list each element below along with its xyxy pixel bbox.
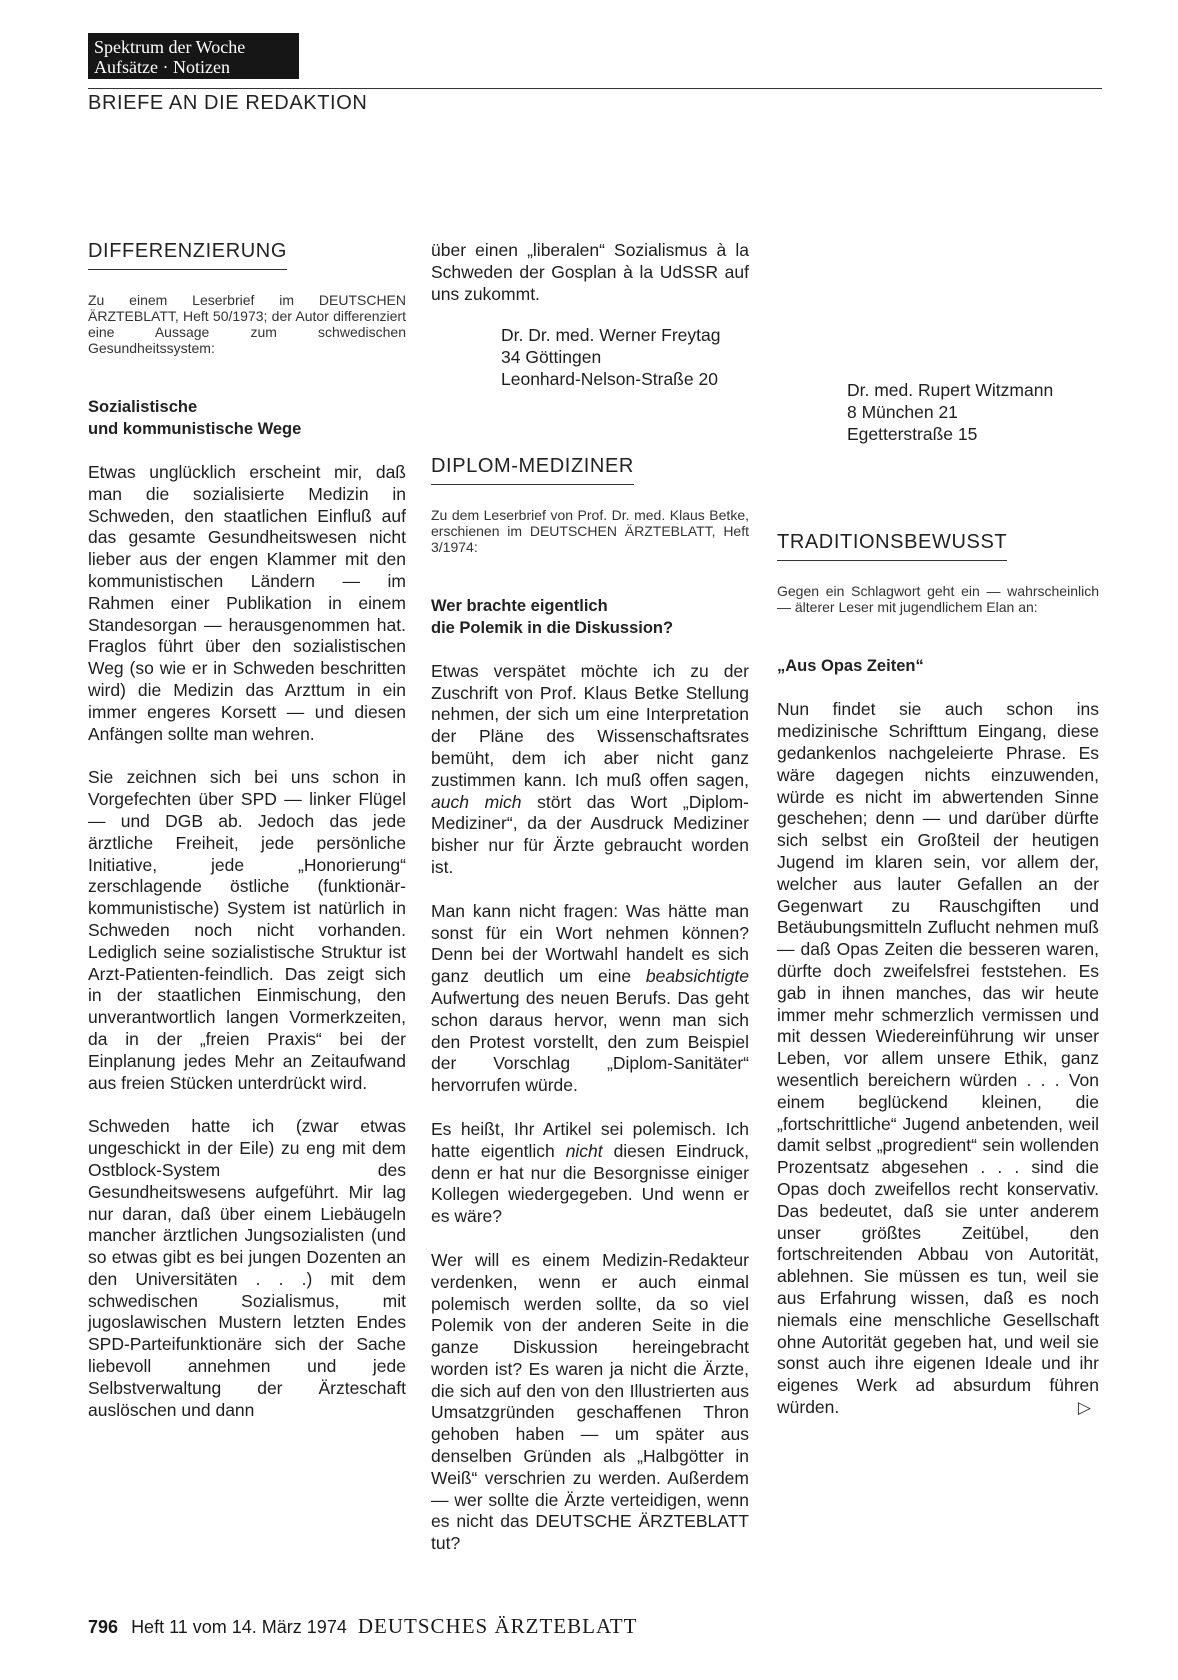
column-3 bbox=[777, 240, 1099, 1419]
badge-line-2: Aufsätze · Notizen bbox=[94, 57, 230, 77]
column-1 bbox=[88, 240, 406, 1421]
letter2-intro: Zu dem Leserbrief von Prof. Dr. med. Klaus Betke, erschienen im DEUTSCHEN ÄRZTEBLATT, Heft 3/1974: bbox=[431, 506, 749, 555]
letter2-signature-city: 8 München 21 bbox=[847, 401, 958, 422]
page-number: 796 bbox=[88, 1617, 119, 1637]
letter2-signature bbox=[847, 380, 1099, 445]
letter1-title bbox=[88, 396, 406, 440]
emphasis-auch-mich: auch mich bbox=[431, 791, 522, 812]
letter2-paragraph-2: Man kann nicht fragen: Was hätte man sonst für ein Wort nehmen können? Denn bei der Wortwahl handelt es sich ganz deutlich um eine beabsichtigte Aufwertung des neuen Berufs. Das geht schon daraus hervor, wenn man sich den Protest vorstellt, den zum Beispiel der Vorschlag „Diplom-Sanitäter“ hervorrufen würde. bbox=[431, 900, 749, 1096]
letter2-title-line1: Wer brachte eigentlich bbox=[431, 596, 608, 615]
letter2-paragraph-1: Etwas verspätet möchte ich zu der Zuschrift von Prof. Klaus Betke Stellung nehmen, der sich um eine Interpretation der Pläne des Wissenschaftsrates bemüht, dem ich aber nicht ganz zustimmen kann. Ich muß offen sagen, auch mich stört das Wort „Diplom-Mediziner“, da der Ausdruck Mediziner bisher nur für Ärzte gebraucht worden ist. bbox=[431, 660, 750, 877]
letter1-paragraph-4: über einen „liberalen“ Sozialismus à la Schweden der Gosplan à la UdSSR auf uns zukommt. bbox=[431, 240, 749, 304]
letter1-signature-street: Leonhard-Nelson-Straße 20 bbox=[501, 368, 718, 389]
letter2-paragraph-4: Wer will es einem Medizin-Redakteur verdenken, wenn er auch einmal polemisch werden sollte, da so viel Polemik von der anderen Seite in die ganze Diskussion hereingebracht worden ist? Es waren ja nicht die Ärzte, die sich auf den von den Illustrierten aus Umsatzgründen geschaffenen Thron gehoben haben — um später aus denselben Gründen als „Halbgötter in Weiß“ verschrien zu werden. Außerdem — wer sollte die Ärzte verteidigen, wenn es nicht das DEUTSCHE ÄRZTEBLATT tut? bbox=[431, 1249, 749, 1554]
letter3-intro: Gegen ein Schlagwort geht ein — wahrscheinlich — älterer Leser mit jugendlichem Elan an: bbox=[777, 583, 1099, 616]
header-rule bbox=[88, 88, 1102, 89]
emphasis-beabsichtigte: beabsichtigte bbox=[645, 966, 749, 987]
letter2-paragraph-3: Es heißt, Ihr Artikel sei polemisch. Ich hatte eigentlich nicht diesen Eindruck, denn er hat nur die Besorgnisse einiger Kollegen wiedergegeben. Und wenn er es wäre? bbox=[431, 1118, 749, 1227]
letter1-signature-name: Dr. Dr. med. Werner Freytag bbox=[501, 325, 721, 346]
letter2-signature-street: Egetterstraße 15 bbox=[847, 423, 978, 444]
letter1-title-line2: und kommunistische Wege bbox=[88, 420, 302, 438]
letter2-title bbox=[431, 595, 749, 639]
letter1-paragraph-1: Etwas unglücklich erscheint mir, daß man die sozialisierte Medizin in Schweden, den staatlichen Einfluß auf das gesamte Gesundheitswesen nicht lieber aus der engen Klammer mit den kommunistischen Ländern — im Rahmen einer Publikation in einem Standesorgan — herausgenommen hat. Fraglos führt über den sozialistischen Weg (so wie er in Schweden beschritten wird) die Medizin das Arzttum in ein immer engeres Korsett — und diesen Anfängen sollte man wehren. bbox=[88, 462, 406, 744]
letter1-signature bbox=[501, 325, 749, 390]
emphasis-nicht: nicht bbox=[565, 1140, 603, 1161]
magazine-name: DEUTSCHES ÄRZTEBLATT bbox=[357, 1614, 638, 1638]
letter1-title-line1: Sozialistische bbox=[88, 398, 198, 416]
letter3-paragraph-1: Nun findet sie auch schon ins medizinische Schrifttum Eingang, diese gedankenlos nachgeleierte Phrase. Es wäre dagegen nichts einzuwenden, würde es nicht im abwertenden Sinne geschehen; denn — und darüber dürfte sich selbst ein Großteil der heutigen Jugend im klaren sein, vor allem der, welcher aus lauter Gefallen an der Gegenwart zu Rauschgiften und Betäubungsmitteln Zuflucht nehmen muß — daß Opas Zeiten die besseren waren, dürfte doch zweifelsfrei feststehen. Es gab in ihnen manches, das wir heute immer mehr schmerzlich vermissen und mit dessen Wiedereinführung wir unser Leben, vor allem unsere Ethik, ganz wesentlich bereichern würden . . . Von einem beglückend kleinen, die „fortschrittliche“ Jugend anbetenden, weil damit selbst „progredient“ sein wollenden Prozentsatz abgesehen . . . sind die Opas doch zweifellos recht konservativ. Das bedeutet, daß sie unter anderem unser größtes Zeitübel, den fortschreitenden Abbau von Autorität, ablehnen. Sie müssen es tun, weil sie aus Erfahrung wissen, daß es noch niemals eine menschliche Gesellschaft ohne Autorität gegeben hat, und weil sie sonst auch ihre eigenen Ideale und ihr eigenes Werk ad absurdum führen würden. ▷ bbox=[777, 699, 1099, 1417]
letter2-title-line2: die Polemik in die Diskussion? bbox=[431, 618, 674, 637]
column-2 bbox=[431, 240, 749, 1555]
section-title: BRIEFE AN DIE REDAKTION bbox=[88, 92, 368, 114]
letter1-paragraph-2: Sie zeichnen sich bei uns schon in Vorgefechten über SPD — linker Flügel — und DGB ab. Jedoch das jede ärztliche Freiheit, jede persönliche Initiative, jede „Honorierung“ zerschlagende östliche (funktionär-kommunistische) System ist natürlich in Schweden noch nicht vorhanden. Lediglich seine sozialistische Struktur ist Arzt-Patienten-feindlich. Das zeigt sich in der staatlichen Einmischung, den unverantwortlich langen Vormerkzeiten, da in der „freien Praxis“ bei der Einplanung jedes Mehr an Zeitaufwand aus freien Stücken unterdrückt wird. bbox=[88, 767, 406, 1093]
letter1-signature-city: 34 Göttingen bbox=[501, 347, 602, 368]
issue-info: Heft 11 vom 14. März 1974 bbox=[131, 1617, 347, 1637]
letter1-intro: Zu einem Leserbrief im DEUTSCHEN ÄRZTEBLATT, Heft 50/1973; der Autor differenziert eine Aussage zum schwedischen Gesundheitssystem: bbox=[88, 292, 406, 356]
letter3-title: „Aus Opas Zeiten“ bbox=[777, 657, 924, 676]
section-badge bbox=[88, 33, 299, 79]
letter1-heading: DIFFERENZIERUNG bbox=[88, 240, 287, 270]
page-footer bbox=[88, 1614, 637, 1639]
letter2-heading: DIPLOM-MEDIZINER bbox=[431, 455, 634, 485]
letter2-signature-name: Dr. med. Rupert Witzmann bbox=[847, 380, 1054, 400]
badge-line-1: Spektrum der Woche bbox=[94, 37, 246, 57]
letter3-heading: TRADITIONSBEWUSST bbox=[777, 531, 1007, 561]
continued-arrow-icon: ▷ bbox=[1077, 1397, 1091, 1417]
letter1-paragraph-3: Schweden hatte ich (zwar etwas ungeschickt in der Eile) zu eng mit dem Ostblock-System des Gesundheitswesens aufgeführt. Mir lag nur daran, daß über einem Liebäugeln mancher ärztlichen Jungsozialisten (und so etwas gibt es bei jungen Dozenten an den Universitäten . . .) mit dem schwedischen Sozialismus, mit jugoslawischen Mustern letzten Endes SPD-Parteifunktionäre sich der Sache liebevoll annehmen und jede Selbstverwaltung der Ärzteschaft auslöschen und dann bbox=[88, 1116, 406, 1420]
